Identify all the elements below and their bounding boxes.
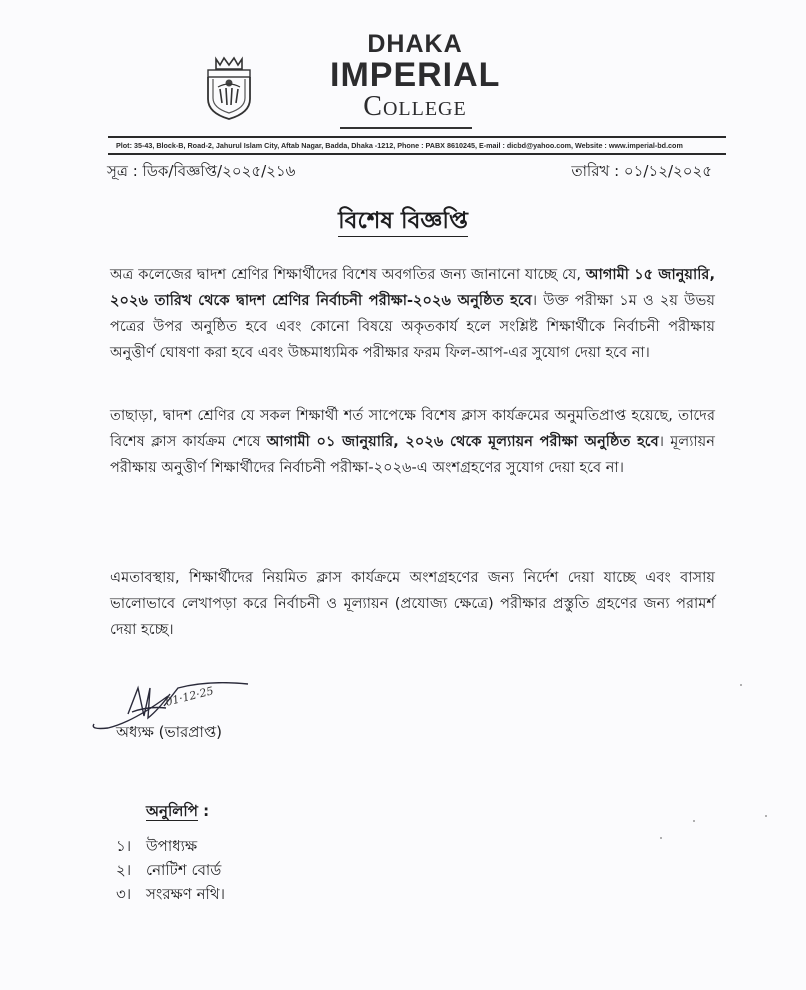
reference-value: ডিক/বিজ্ঞপ্তি/২০২৫/২১৬ [142,162,296,180]
scan-speck [693,820,695,822]
list-item [116,882,225,906]
list-item-label: নোটিশ বোর্ড [146,861,222,879]
paragraph-3-text: এমতাবস্থায়, শিক্ষার্থীদের নিয়মিত ক্লাস কার্যক্রমে অংশগ্রহণের জন্য নির্দেশ দেয়া যাচ্ছে এবং বাসায় ভালোভাবে লেখাপড়া করে নির্বাচনী ও মূল্যায়ন (প্রযোজ্য ক্ষেত্রে) পরীক্ষার প্রস্তুতি গ্রহণের জন্য পরামর্শ দেয়া হচ্ছে। [110,569,715,638]
list-item-number: ২। [116,861,132,879]
list-item [116,834,225,858]
scan-speck [740,684,742,686]
notice-title [0,202,806,241]
address-bar [108,136,726,155]
reference-label: সূত্র : [107,162,138,180]
list-item-number: ৩। [116,885,132,903]
copy-to-colon: : [197,802,210,820]
notice-date [571,160,712,185]
scan-speck [660,837,662,839]
scan-speck [765,815,767,817]
paragraph-1-text-a: অত্র কলেজের দ্বাদশ শ্রেণির শিক্ষার্থীদের বিশেষ অবগতির জন্য জানানো যাচ্ছে যে, [110,266,586,283]
college-name-line2: IMPERIAL [330,56,501,94]
college-crest-icon [202,55,256,121]
paragraph-3 [110,565,715,643]
list-item-number: ১। [116,837,132,855]
college-name-line1: DHAKA [367,30,463,58]
paragraph-2-bold: আগামী ০১ জানুয়ারি, ২০২৬ থেকে মূল্যায়ন পরীক্ষা অনুষ্ঠিত হবে [266,433,659,450]
college-name-line3: College [363,91,467,122]
paragraph-2 [110,403,715,481]
address-text: Plot: 35-43, Block-B, Road-2, Jahurul Islam City, Aftab Nagar, Badda, Dhaka -1212, Phone : PABX 8610245, E-mail : dicbd@yahoo.com, Website : www.imperial-bd.com [116,141,683,150]
list-item-label: উপাধ্যক্ষ [146,837,198,855]
reference-number [107,160,295,185]
copy-to-heading [146,800,209,825]
list-item [116,858,225,882]
notice-title-text: বিশেষ বিজ্ঞপ্তি [338,208,468,237]
paragraph-1-bold: আগামী ১৫ জানুয়ারি, ২০২৬ তারিখ থেকে দ্বাদশ শ্রেণির নির্বাচনী পরীক্ষা-২০২৬ অনুষ্ঠিত হবে [110,266,715,309]
college-name [330,30,500,122]
copy-to-list [116,834,225,906]
list-item-label: সংরক্ষণ নথি। [146,885,225,903]
date-value: ০১/১২/২০২৫ [623,162,712,180]
paragraph-1-text-b: । উক্ত পরীক্ষা ১ম ও ২য় উভয় পত্রের উপর অনুষ্ঠিত হবে এবং কোনো বিষয়ে অকৃতকার্য হলে সংশ্লিষ্ট শিক্ষার্থীকে নির্বাচনী পরীক্ষায় অনুত্তীর্ণ ঘোষণা করা হবে এবং উচ্চমাধ্যমিক পরীক্ষার ফরম ফিল-আপ-এর সুযোগ দেয়া হবে না। [110,292,716,361]
copy-to-heading-text: অনুলিপি [146,802,198,820]
paragraph-2-text-a: তাছাড়া, দ্বাদশ শ্রেণির যে সকল শিক্ষার্থী শর্ত সাপেক্ষে বিশেষ ক্লাস কার্যক্রমের অনুমতিপ্রাপ্ত হয়েছে, তাদের বিশেষ ক্লাস কার্যক্রম শেষে [110,407,715,450]
paragraph-2-text-b: । মূল্যায়ন পরীক্ষায় অনুত্তীর্ণ শিক্ষার্থীদের নির্বাচনী পরীক্ষা-২০২৬-এ অংশগ্রহণের সুযোগ দেয়া হবে না। [110,433,715,476]
signature-date: 01·12·25 [164,684,215,709]
signatory-title: অধ্যক্ষ (ভারপ্রাপ্ত) [116,723,223,741]
paragraph-1 [110,262,715,366]
name-underline [340,127,472,129]
date-label: তারিখ : [571,162,620,180]
